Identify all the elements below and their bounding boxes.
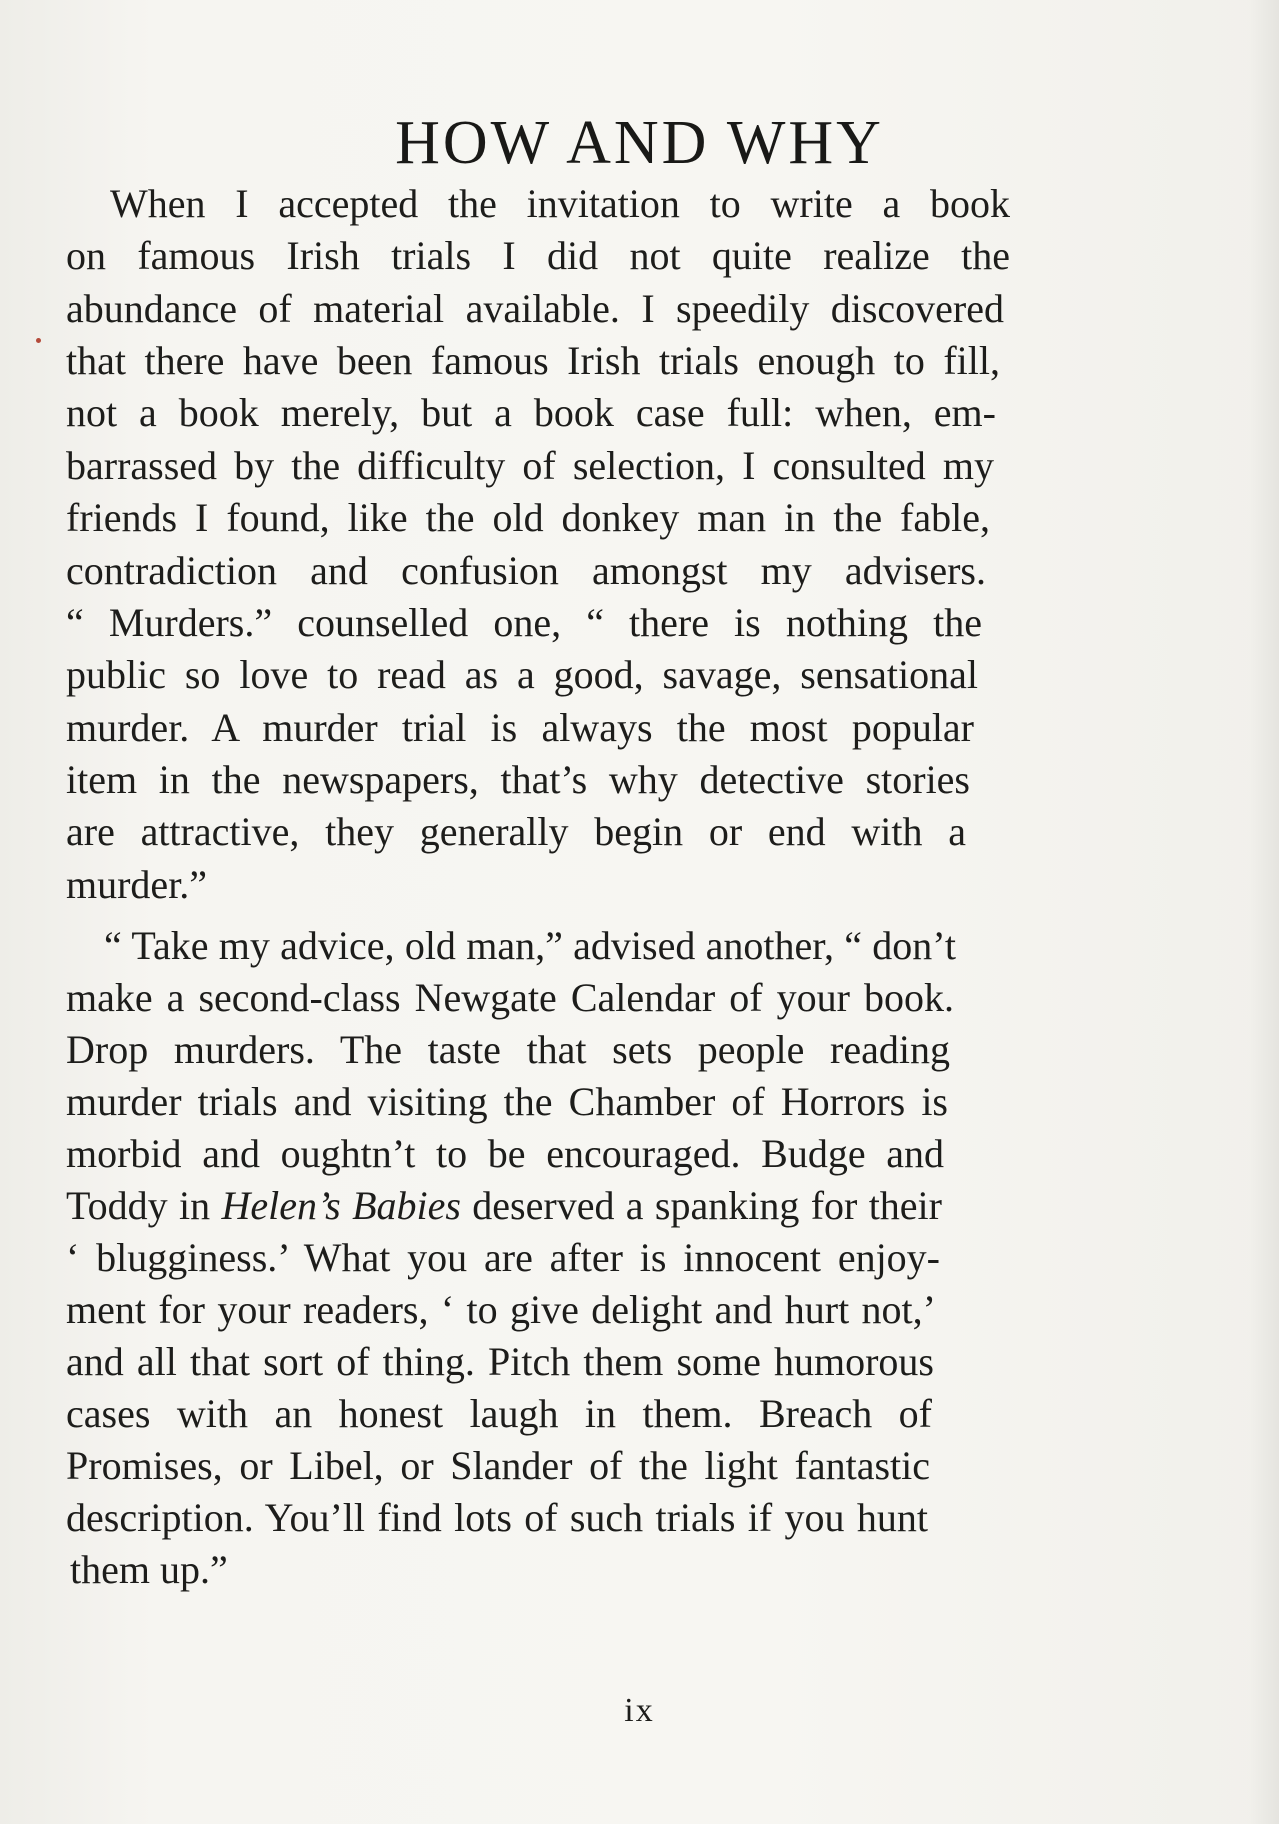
text-line: abundance of material available. I speedily discovered: [66, 286, 1004, 331]
text-line: ‘ blugginess.’ What you are after is innocent enjoy-: [66, 1235, 940, 1280]
chapter-title: HOW AND WHY: [395, 109, 884, 177]
page-edge-shadow: [1249, 0, 1279, 1824]
text-line: cases with an honest laugh in them. Breach of: [66, 1391, 932, 1436]
text-line: barrassed by the difficulty of selection, I consulted my: [66, 443, 994, 488]
text-line: Toddy in Helen’s Babies deserved a spanking for their: [66, 1183, 942, 1228]
text-line: “ Take my advice, old man,” advised another, “ don’t: [104, 923, 956, 968]
page-number: ix: [624, 1692, 655, 1729]
text-line: them up.”: [70, 1547, 228, 1592]
text-line: When I accepted the invitation to write a book: [110, 181, 1010, 226]
text-line: “ Murders.” counselled one, “ there is nothing the: [66, 600, 982, 645]
text-line: friends I found, like the old donkey man in the fable,: [66, 495, 990, 540]
ink-speck: [36, 338, 41, 343]
text-line: Drop murders. The taste that sets people reading: [66, 1027, 950, 1072]
italic-title: Helen’s Babies: [221, 1183, 461, 1228]
text-line: on famous Irish trials I did not quite realize the: [66, 233, 1010, 278]
text-line: item in the newspapers, that’s why detective stories: [66, 757, 970, 802]
text-line: murder. A murder trial is always the most popular: [66, 705, 974, 750]
text-line: make a second-class Newgate Calendar of your book.: [66, 975, 954, 1020]
text-line: that there have been famous Irish trials enough to fill,: [66, 338, 1000, 383]
text-line: ment for your readers, ‘ to give delight and hurt not,’: [66, 1287, 936, 1332]
text-line: contradiction and confusion amongst my advisers.: [66, 548, 986, 593]
text-line: murder.”: [66, 862, 208, 907]
text-line: not a book merely, but a book case full: when, em-: [66, 390, 996, 435]
text-line: and all that sort of thing. Pitch them some humorous: [66, 1339, 934, 1384]
text-line: are attractive, they generally begin or end with a: [66, 809, 966, 854]
text-line: description. You’ll find lots of such trials if you hunt: [66, 1495, 928, 1540]
text-line: morbid and oughtn’t to be encouraged. Budge and: [66, 1131, 944, 1176]
text-line: Promises, or Libel, or Slander of the light fantastic: [66, 1443, 930, 1488]
text-line: murder trials and visiting the Chamber of Horrors is: [66, 1079, 948, 1124]
text-line: public so love to read as a good, savage, sensational: [66, 652, 978, 697]
